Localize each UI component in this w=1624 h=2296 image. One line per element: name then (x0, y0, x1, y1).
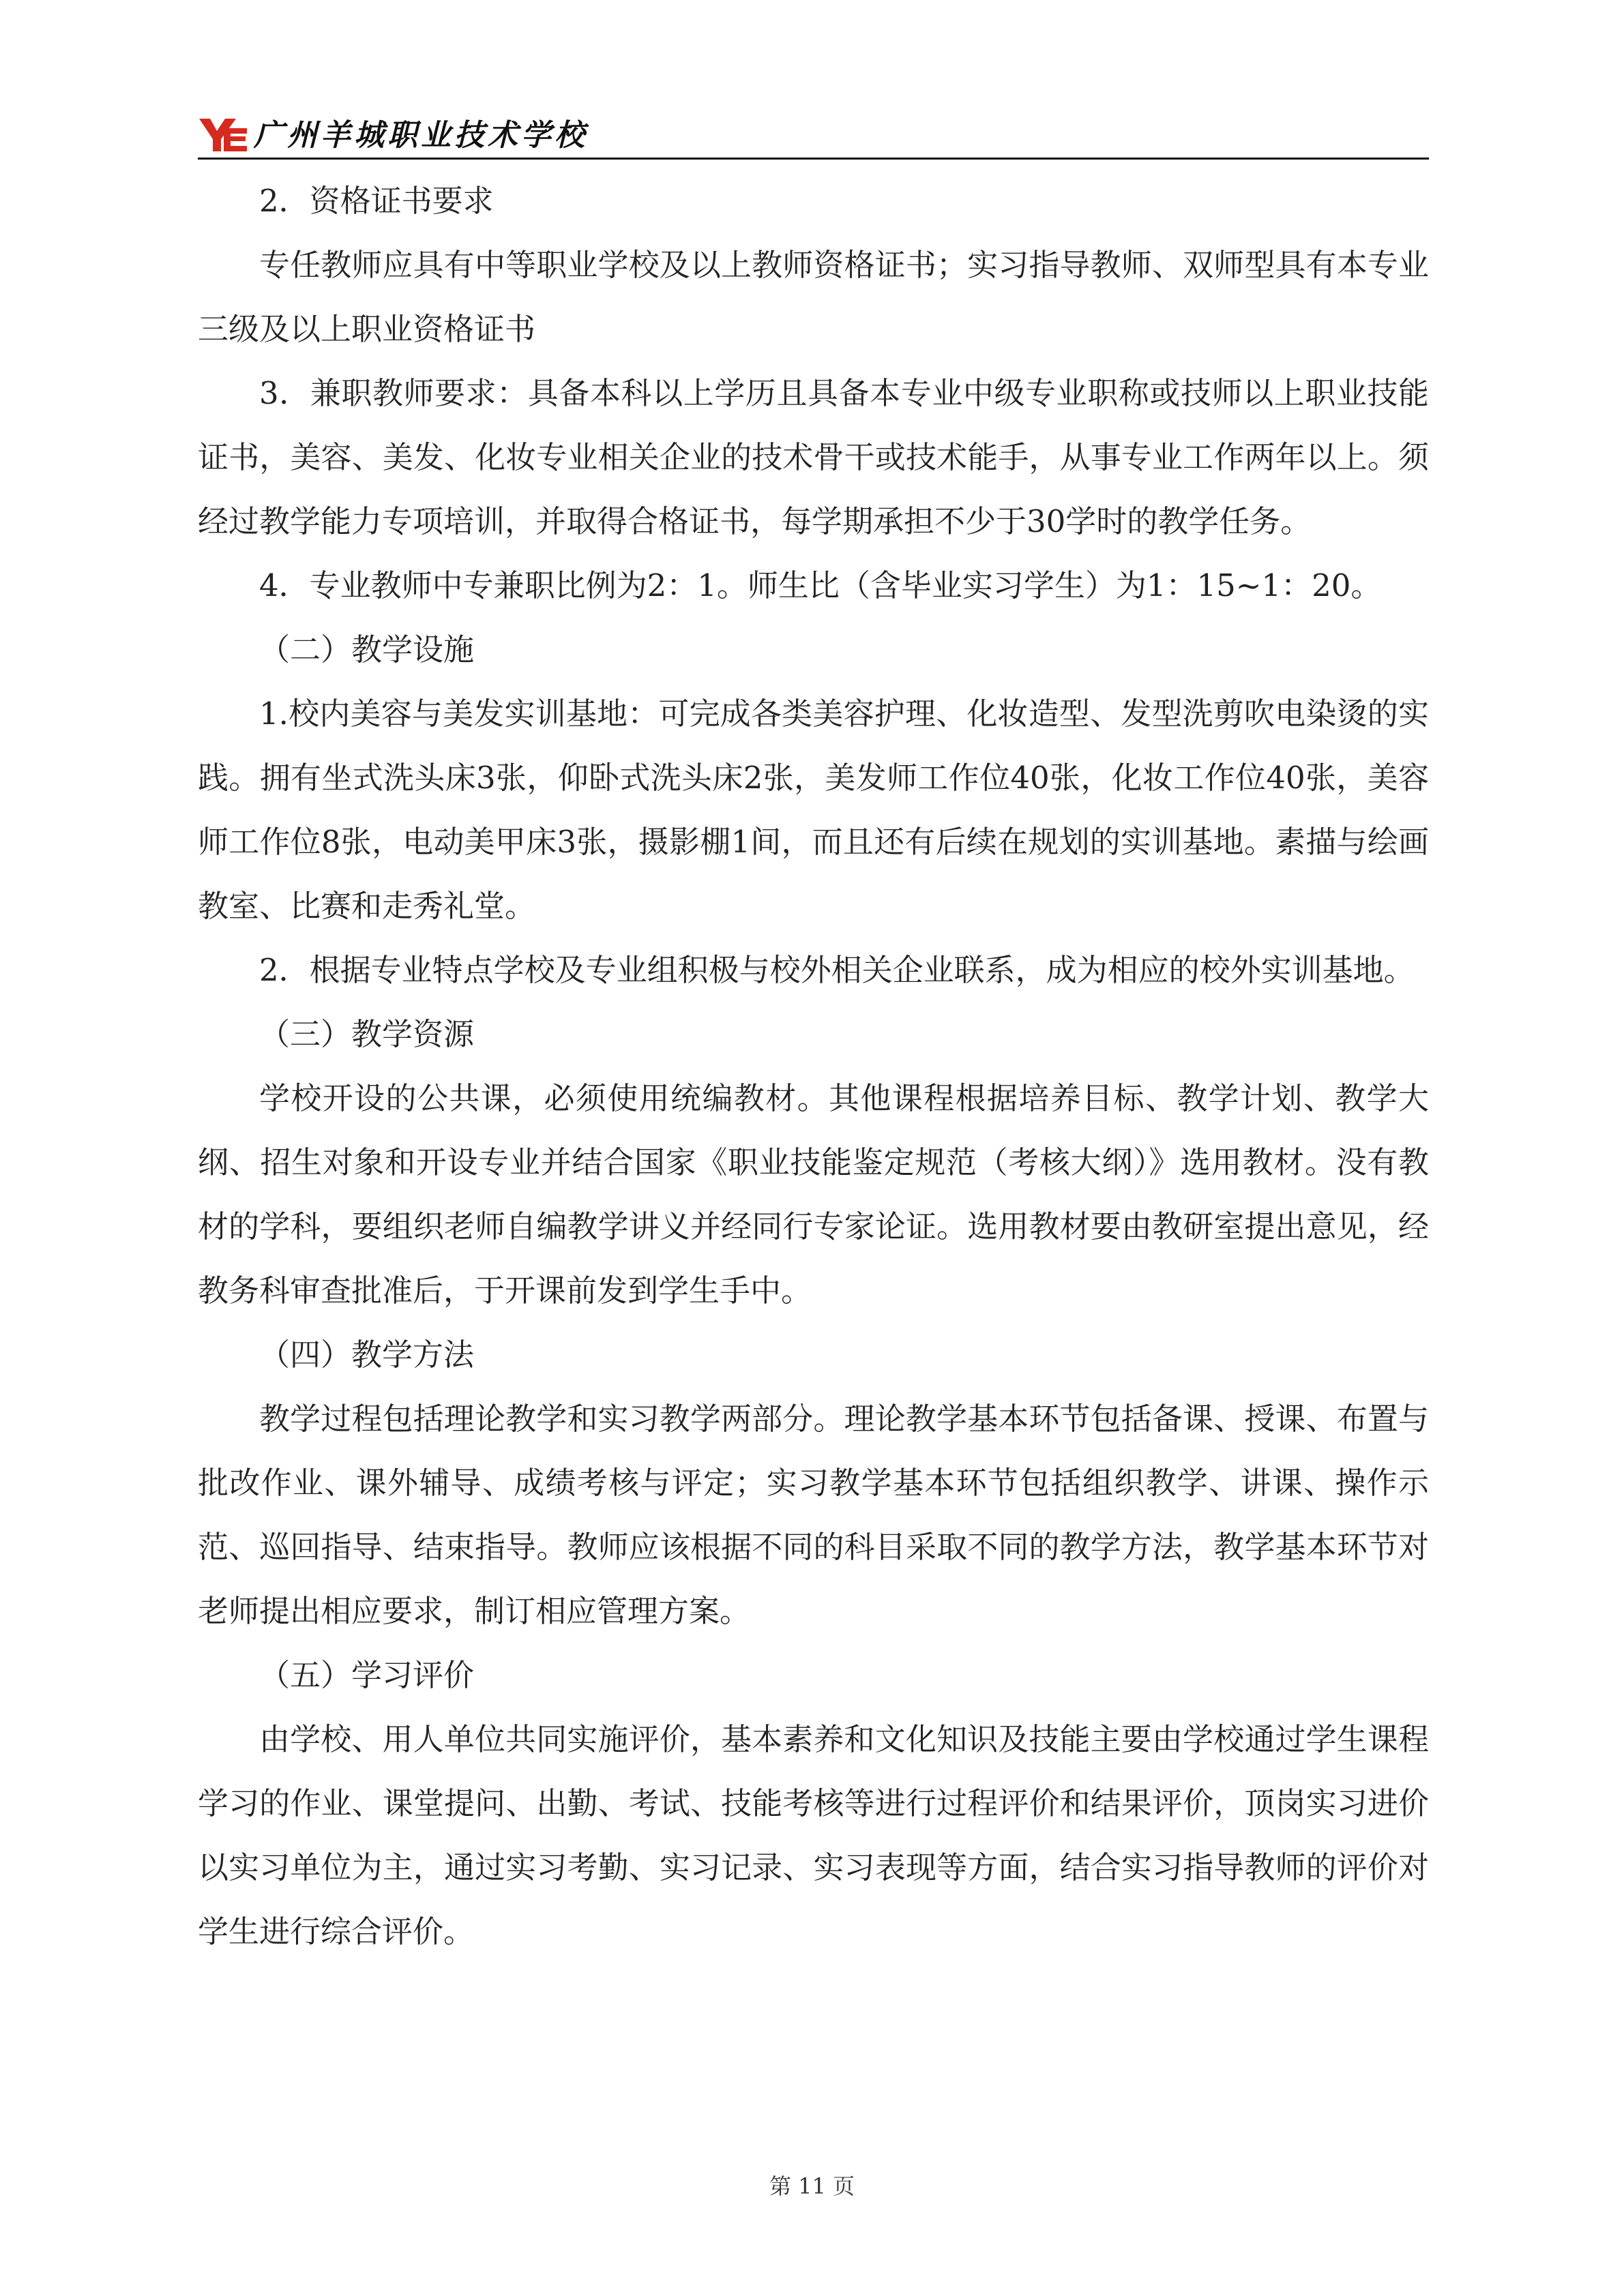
page-number: 第 11 页 (769, 2173, 855, 2199)
header-divider (198, 158, 1429, 160)
school-name: 广州羊城职业技术学校 (254, 118, 588, 153)
paragraph: 由学校、用人单位共同实施评价，基本素养和文化知识及技能主要由学校通过学生课程学习的作业、课堂提问、出勤、考试、技能考核等进行过程评价和结果评价，顶岗实习进价以实习单位为主，通过实习考勤、实习记录、实习表现等方面，结合实习指导教师的评价对学生进行综合评价。 (198, 1721, 1429, 1950)
section-heading: （五）学习评价 (259, 1657, 475, 1693)
section-heading: （四）教学方法 (259, 1337, 475, 1373)
paragraph: 专任教师应具有中等职业学校及以上教师资格证书；实习指导教师、双师型具有本专业三级及以上职业资格证书 (198, 247, 1429, 347)
yc-logo-icon (198, 116, 248, 154)
paragraph: 学校开设的公共课，必须使用统编教材。其他课程根据培养目标、教学计划、教学大纲、招生对象和开设专业并结合国家《职业技能鉴定规范（考核大纲）》选用教材。没有教材的学科，要组织老师自编教学讲义并经同行专家论证。选用教材要由教研室提出意见，经教务科审查批准后，于开课前发到学生手中。 (198, 1080, 1429, 1309)
page-header (198, 115, 1429, 157)
paragraph: 2．资格证书要求 (259, 183, 494, 219)
paragraph: 2．根据专业特点学校及专业组积极与校外相关企业联系，成为相应的校外实训基地。 (259, 952, 1415, 988)
section-heading: （三）教学资源 (259, 1016, 475, 1052)
paragraph: 4．专业教师中专兼职比例为2：1。师生比（含毕业实习学生）为1：15~1：20。 (259, 567, 1382, 603)
paragraph: 教学过程包括理论教学和实习教学两部分。理论教学基本环节包括备课、授课、布置与批改作业、课外辅导、成绩考核与评定；实习教学基本环节包括组织教学、讲课、操作示范、巡回指导、结束指导。教师应该根据不同的科目采取不同的教学方法，教学基本环节对老师提出相应要求，制订相应管理方案。 (198, 1401, 1429, 1629)
paragraph: 3．兼职教师要求：具备本科以上学历且具备本专业中级专业职称或技师以上职业技能证书，美容、美发、化妆专业相关企业的技术骨干或技术能手，从事专业工作两年以上。须经过教学能力专项培训，并取得合格证书，每学期承担不少于30学时的教学任务。 (198, 375, 1429, 539)
document-body (198, 169, 1429, 1964)
paragraph: 1.校内美容与美发实训基地：可完成各类美容护理、化妆造型、发型洗剪吹电染烫的实践。拥有坐式洗头床3张，仰卧式洗头床2张，美发师工作位40张，化妆工作位40张，美容师工作位8张，电动美甲床3张，摄影棚1间，而且还有后续在规划的实训基地。素描与绘画教室、比赛和走秀礼堂。 (198, 696, 1429, 924)
section-heading: （二）教学设施 (259, 631, 475, 668)
